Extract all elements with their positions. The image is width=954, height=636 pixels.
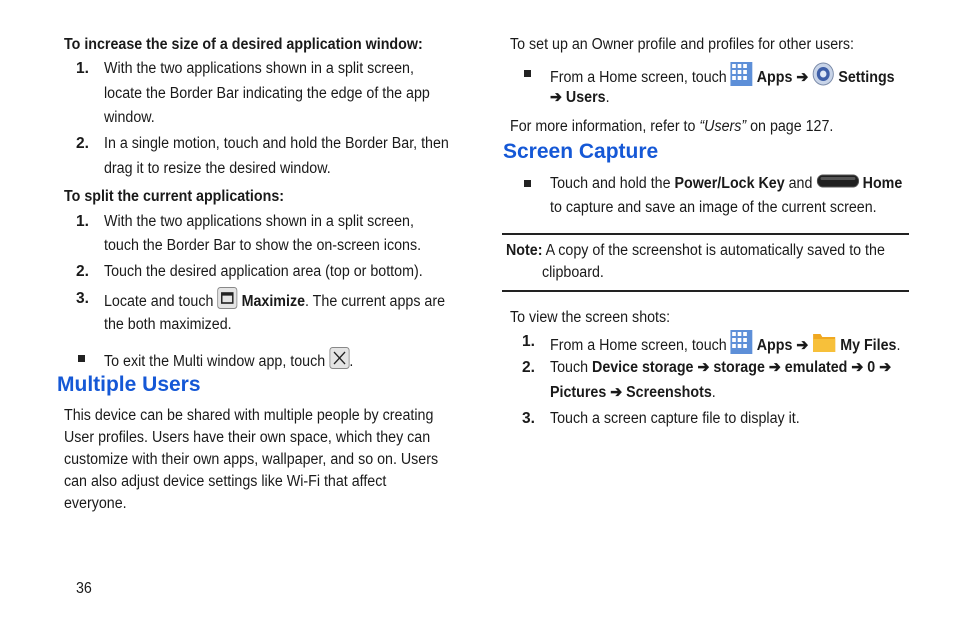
more-info: For more information, refer to “Users” on page 127. [510, 118, 834, 135]
step-number: 1. [76, 60, 89, 77]
view-intro: To view the screen shots: [510, 309, 671, 326]
step-number: 2. [76, 135, 89, 152]
step-text: locate the Border Bar indicating the edge of the app [104, 85, 430, 102]
step-text: Touch the desired application area (top or bottom). [104, 263, 423, 280]
close-icon [329, 347, 349, 377]
body-line: This device can be shared with multiple people by creating [64, 407, 434, 424]
body-line: everyone. [64, 495, 127, 512]
note-top-rule [502, 233, 909, 235]
step-text: With the two applications shown in a split screen, [104, 213, 414, 230]
step-text: Locate and touch Maximize. The current apps are [104, 287, 445, 317]
owner-bullet-line2: ➔ Users. [550, 89, 610, 106]
split-heading: To split the current applications: [64, 188, 284, 205]
step-text: In a single motion, touch and hold the Border Bar, then [104, 135, 449, 152]
step-text: window. [104, 109, 155, 126]
body-line: User profiles. Users have their own space, which they can [64, 429, 431, 446]
screen-capture-heading: Screen Capture [503, 140, 659, 163]
step-text: touch the Border Bar to show the on-screen icons. [104, 237, 422, 254]
note-line1: Note: A copy of the screenshot is automatically saved to the [506, 242, 885, 259]
settings-gear-icon [812, 62, 834, 94]
step-text: drag it to resize the desired window. [104, 160, 331, 177]
body-line: customize with their own apps, wallpaper, and so on. Users [64, 451, 439, 468]
step-text: With the two applications shown in a split screen, [104, 60, 414, 77]
multiple-users-heading: Multiple Users [57, 373, 201, 396]
view-step2-line2: Pictures ➔ Screenshots. [550, 384, 716, 401]
step-number: 2. [522, 359, 535, 376]
view-step3-text: Touch a screen capture file to display it. [550, 410, 800, 427]
step-number: 2. [76, 263, 89, 280]
capture-bullet-line2: to capture and save an image of the current screen. [550, 199, 877, 216]
note-line2: clipboard. [542, 264, 604, 281]
users-reference-link[interactable]: “Users” [699, 118, 747, 135]
bullet [78, 355, 85, 362]
bullet [524, 180, 531, 187]
step-number: 3. [76, 290, 89, 307]
page-number: 36 [76, 580, 92, 597]
bullet [524, 70, 531, 77]
step-text: the both maximized. [104, 316, 232, 333]
step-number: 1. [522, 333, 535, 350]
increase-heading: To increase the size of a desired application window: [64, 36, 423, 53]
note-bottom-rule [502, 290, 909, 292]
exit-bullet-text: To exit the Multi window app, touch . [104, 347, 353, 377]
step-number: 3. [522, 410, 535, 427]
owner-intro: To set up an Owner profile and profiles for other users: [510, 36, 855, 53]
body-line: can also adjust device settings like Wi-Fi that affect [64, 473, 387, 490]
view-step2-text: Touch Device storage ➔ storage ➔ emulated ➔ 0 ➔ [550, 359, 892, 376]
capture-bullet-text: Touch and hold the Power/Lock Key and Home [550, 172, 902, 196]
apps-grid-icon [731, 62, 753, 94]
view-step1-text: From a Home screen, touch Apps ➔ My Files. [550, 330, 900, 362]
step-number: 1. [76, 213, 89, 230]
owner-bullet-text: From a Home screen, touch Apps ➔ Settings [550, 62, 895, 94]
home-key-icon [816, 172, 858, 196]
